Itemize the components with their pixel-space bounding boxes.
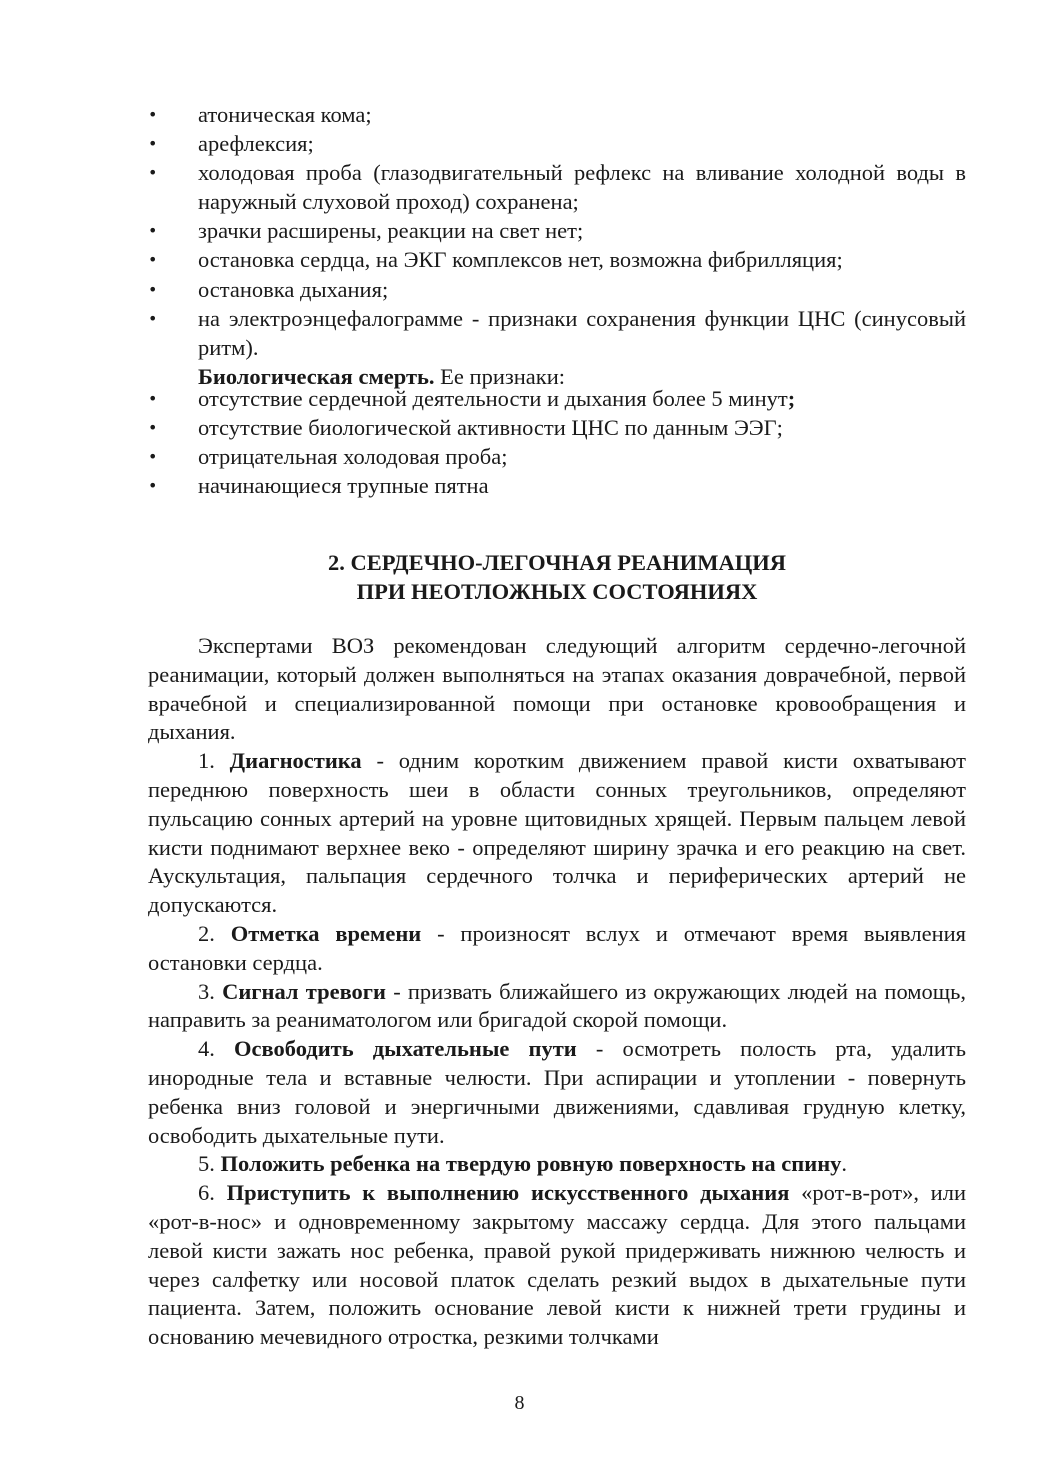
step-paragraph: 3. Сигнал тревоги - призвать ближайшего из окружающих людей на помощь, направить за реаниматологом или бригадой скорой помощи.: [148, 978, 966, 1033]
list-item: • холодовая проба (глазодвигательный рефлекс на вливание холодной воды в наружный слуховой проход) сохранена;: [148, 160, 966, 215]
list-item: • отсутствие биологической активности ЦНС по данным ЭЭГ;: [148, 413, 966, 442]
intro-paragraph: Экспертами ВОЗ рекомендован следующий алгоритм сердечно-легочной реанимации, который должен выполняться на этапах оказания доврачебной, первой врачебной и специализированной помощи при остановке кровообращения и дыхания.: [148, 633, 966, 745]
step-paragraph: 5. Положить ребенка на твердую ровную поверхность на спину.: [198, 1151, 848, 1177]
bullet-icon: •: [148, 163, 158, 183]
biological-death-intro: Ее признаки:: [434, 363, 565, 389]
step-paragraph: 4. Освободить дыхательные пути - осмотреть полость рта, удалить инородные тела и вставные челюсти. При аспирации и утоплении - повернуть ребенка вниз головой и энергичными движениями, сдавливая грудную клетку, освободить дыхательные пути.: [148, 1036, 966, 1148]
bullet-icon: •: [148, 476, 158, 496]
bullet-icon: •: [148, 221, 158, 241]
list-item: • зрачки расширены, реакции на свет нет;: [148, 216, 966, 245]
list-item: • арефлексия;: [148, 129, 966, 158]
list-item: • остановка сердца, на ЭКГ комплексов нет, возможна фибрилляция;: [148, 245, 966, 274]
step-title: Положить ребенка на твердую ровную поверхность на спину: [220, 1151, 842, 1177]
step-title: Диагностика: [229, 748, 362, 774]
step-paragraph: 2. Отметка времени - произносят вслух и отмечают время выявления остановки сердца.: [148, 920, 966, 975]
bullet-icon: •: [148, 105, 158, 124]
section-heading: [148, 548, 966, 606]
biological-death-signs-list: [148, 384, 966, 500]
list-item: • отсутствие сердечной деятельности и дыхания более 5 минут;: [148, 384, 966, 413]
page-number: 8: [514, 1392, 525, 1414]
bullet-icon: •: [148, 418, 158, 438]
step-paragraph: 6. Приступить к выполнению искусственного дыхания «рот-в-рот», или «рот-в-нос» и одновременному закрытому массажу сердца. Для этого пальцами левой кисти зажать нос ребенка, правой рукой придерживать нижнюю челюсть и через салфетку или носовой платок сделать резкий выдох в дыхательные пути пациента. Затем, положить основание левой кисти к нижней трети грудины и основанию мечевидного отростка, резкими толчками: [148, 1180, 966, 1350]
list-item: • начинающиеся трупные пятна: [148, 471, 966, 500]
section-heading-line-2: ПРИ НЕОТЛОЖНЫХ СОСТОЯНИЯХ: [356, 579, 758, 604]
bullet-icon: •: [148, 134, 158, 154]
list-item: • на электроэнцефалограмме - признаки сохранения функции ЦНС (синусовый ритм).: [148, 305, 966, 360]
bullet-icon: •: [148, 389, 158, 408]
step-title: Отметка времени: [230, 920, 422, 946]
bullet-icon: •: [148, 308, 158, 328]
step-title: Сигнал тревоги: [222, 978, 386, 1004]
brain-death-signs-list: [148, 100, 966, 391]
list-item: • остановка дыхания;: [148, 275, 966, 304]
bullet-icon: •: [148, 250, 158, 270]
step-title: Приступить к выполнению искусственного дыхания: [226, 1180, 790, 1206]
bullet-icon: •: [148, 447, 158, 467]
bullet-icon: •: [148, 279, 158, 299]
step-paragraph: 1. Диагностика - одним коротким движением правой кисти охватывают переднюю поверхность шеи в области сонных треугольников, определяют пульсацию сонных артерий на уровне щитовидных хрящей. Первым пальцем левой кисти поднимают верхнее веко - определяют ширину зрачка и его реакцию на свет. Аускультация, пальпация сердечного толчка и периферических артерий не допускаются.: [148, 748, 966, 918]
list-item: • атоническая кома;: [148, 100, 966, 129]
list-item: • отрицательная холодовая проба;: [148, 442, 966, 471]
biological-death-title: Биологическая смерть.: [198, 363, 435, 389]
step-title: Освободить дыхательные пути: [234, 1036, 577, 1062]
section-body: [148, 632, 966, 1352]
section-heading-line-1: 2. СЕРДЕЧНО-ЛЕГОЧНАЯ РЕАНИМАЦИЯ: [328, 550, 786, 575]
